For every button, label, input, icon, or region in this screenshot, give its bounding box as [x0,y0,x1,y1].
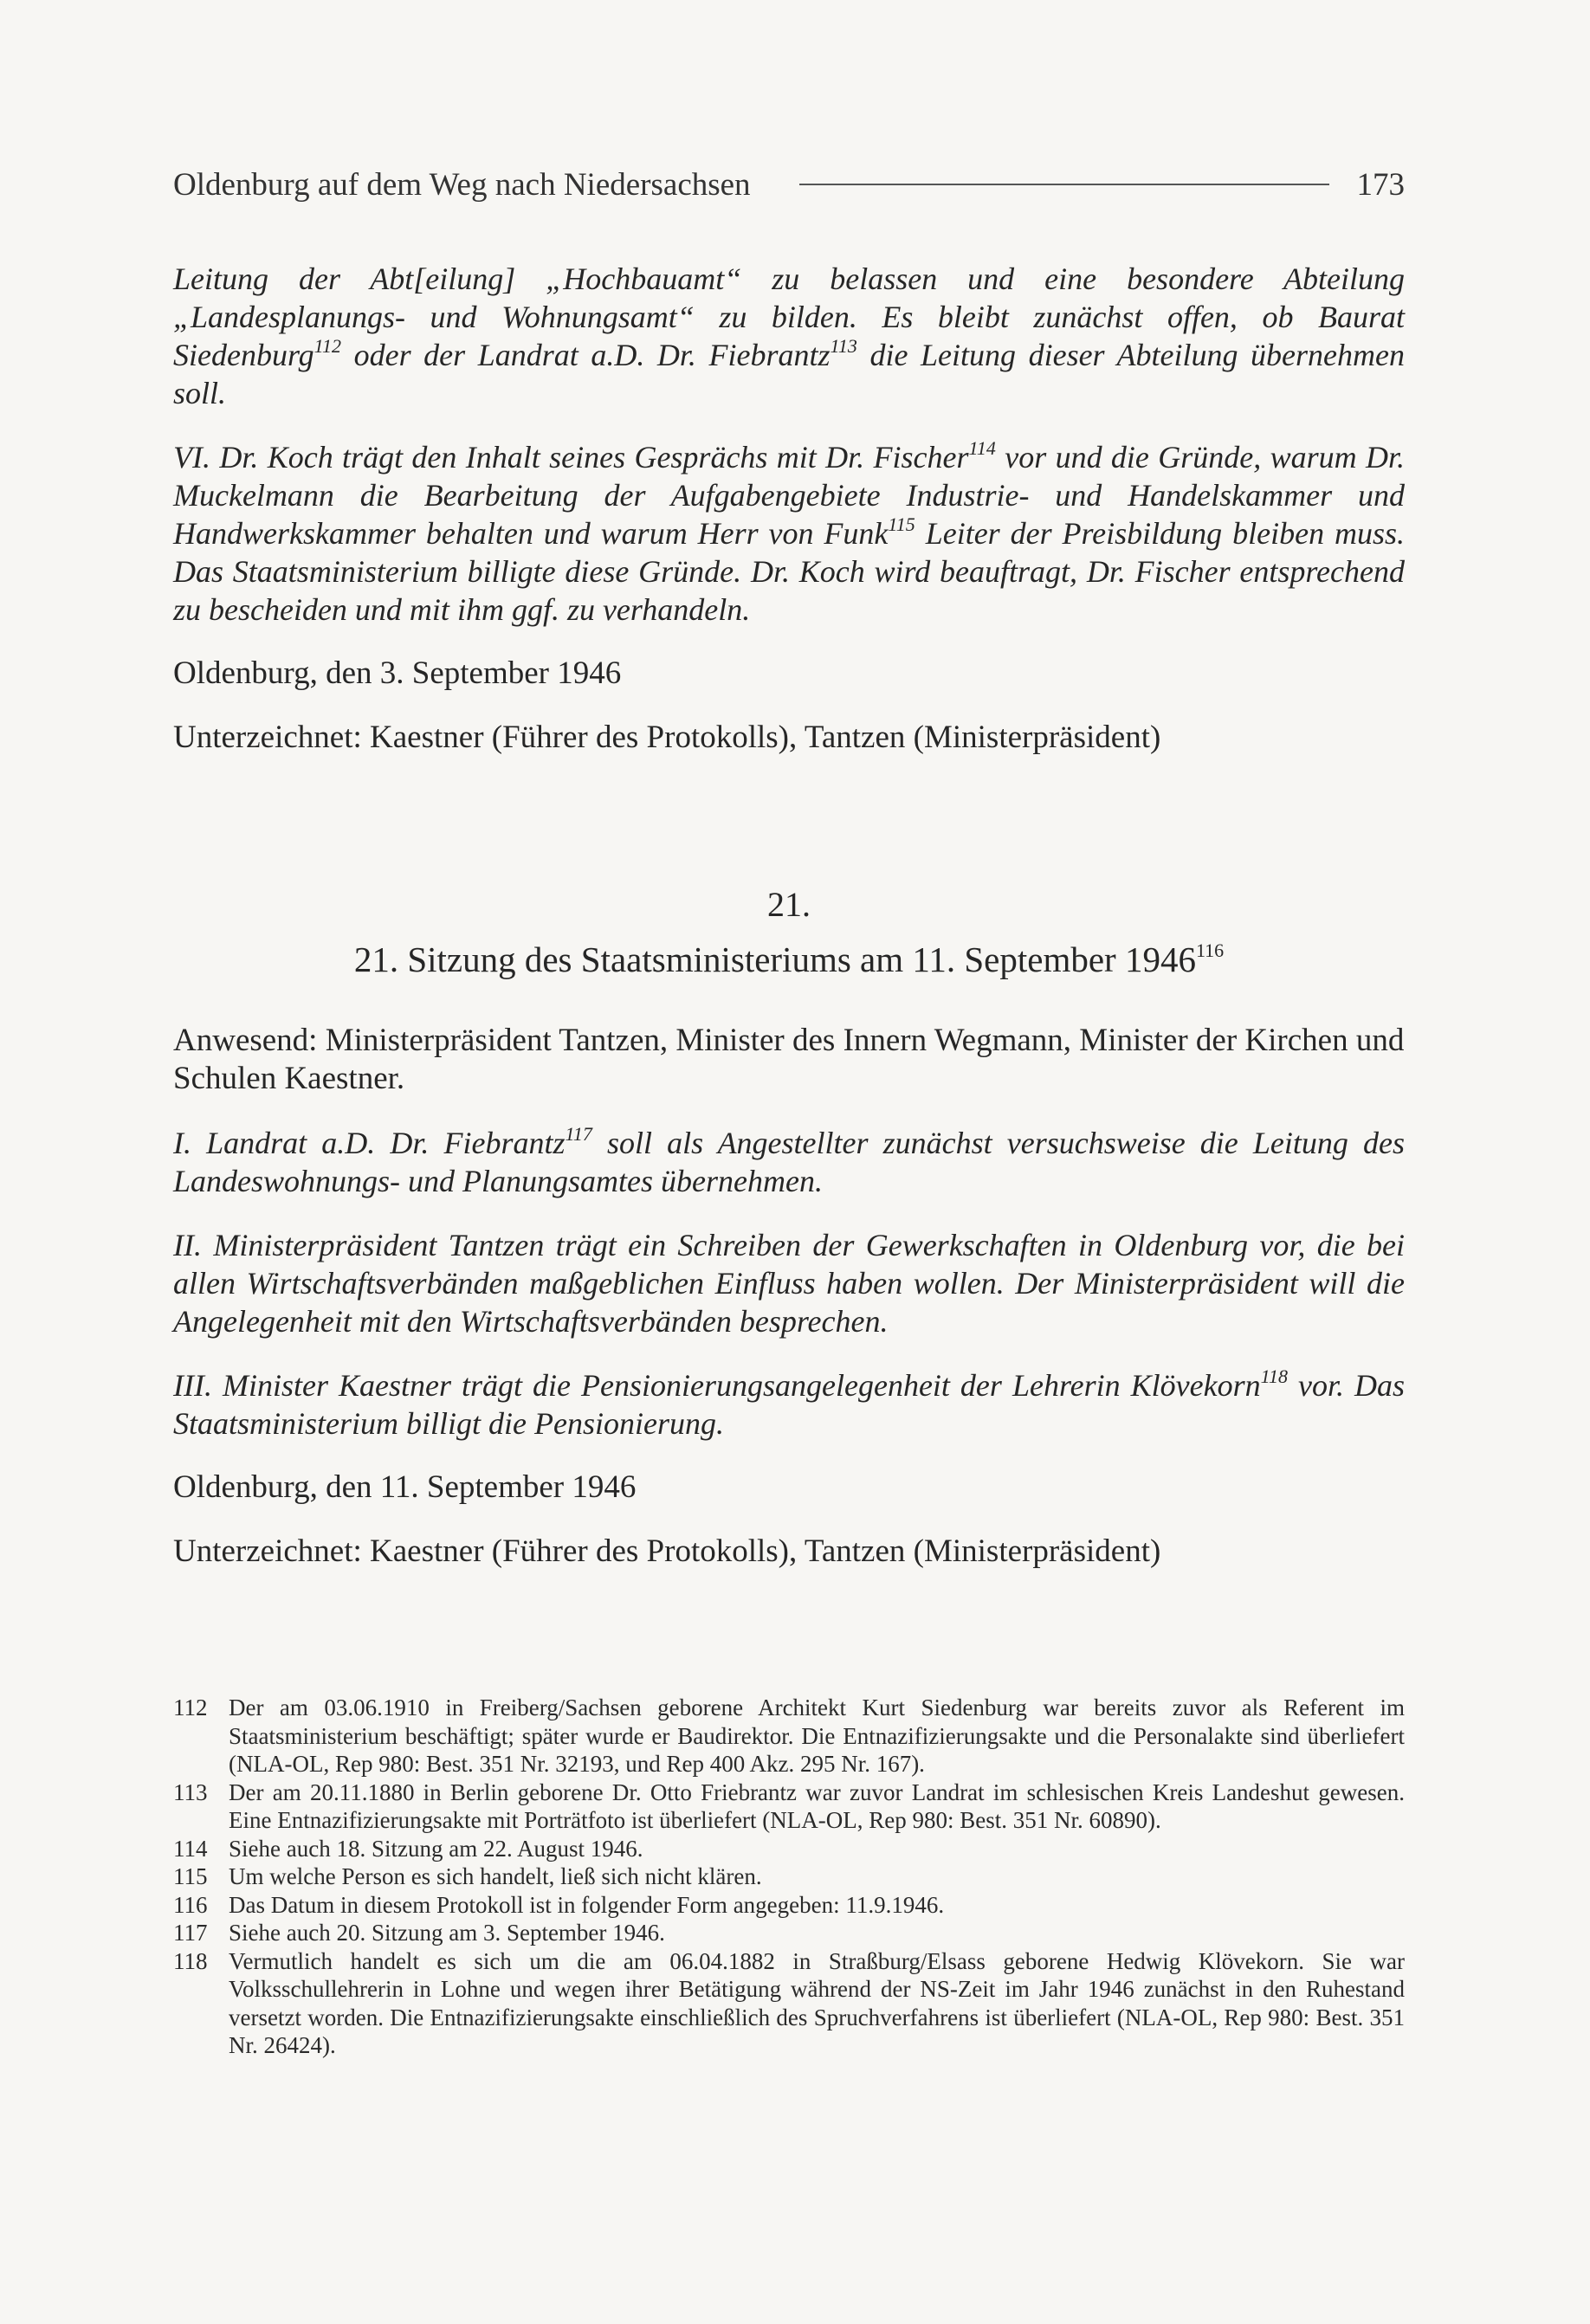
footnote-number: 113 [173,1779,208,1805]
continuation-paragraph [173,260,1405,412]
footnote [173,1947,1405,2060]
footnote-ref: 114 [968,437,996,459]
running-head [173,163,1405,206]
footnote-number: 112 [173,1695,208,1720]
text-run: III. Minister Kaestner trägt die Pensionierungsangelegenheit der Lehrerin Klövekorn [173,1368,1261,1403]
item-ii-paragraph: II. Ministerpräsident Tantzen trägt ein Schreiben der Gewerkschaften in Oldenburg vor, die bei allen Wirtschaftsverbänden maßgeblichen Einfluss haben wollen. Der Ministerpräsident will die Angelegenheit mit den Wirtschaftsverbänden besprechen. [173,1228,1405,1339]
text-run: vor. Das Staatsministerium billigt die Pensionierung. [173,1368,1405,1441]
section-spacer [173,757,1405,883]
footnotes [173,1694,1405,2060]
attendance: Anwesend: Ministerpräsident Tantzen, Minister des Innern Wegmann, Minister der Kirchen und Schulen Kaestner. [173,1023,1405,1096]
footnote-number: 116 [173,1891,208,1918]
signature-line: Unterzeichnet: Kaestner (Führer des Protokolls), Tantzen (Ministerpräsident) [173,1533,1161,1569]
footnote-text: Der am 03.06.1910 in Freiberg/Sachsen geborene Architekt Kurt Siedenburg war bereits zuvor als Referent im Staatsministerium beschäftigt; später wurde er Baudirektor. Die Entnazifizierungsakte und die Personalakte sind überliefert (NLA-OL, Rep 980: Best. 351 Nr. 32193, und Rep 400 Akz. 295 Nr. 167). [229,1695,1405,1777]
footnote-number: 115 [173,1863,208,1889]
text-run: Leiter der Preisbildung bleiben muss. Das Staatsministerium billigte diese Gründe. Dr. Koch wird beauftragt, Dr. Fischer entsprechend zu bescheiden und mit ihm ggf. zu verhandeln. [173,516,1406,627]
footnote-text: Um welche Person es sich handelt, ließ sich nicht klären. [229,1863,762,1889]
place-date: Oldenburg, den 3. September 1946 [173,655,622,691]
body-text [173,260,1405,1571]
footnote-text: Der am 20.11.1880 in Berlin geborene Dr. Otto Friebrantz war zuvor Landrat im schlesischen Kreis Landeshut gewesen. Eine Entnazifizierungsakte mit Porträtfoto ist überliefert (NLA-OL, Rep 980: Best. 351 Nr. 60890). [229,1779,1405,1833]
section-title [173,937,1405,982]
text-run: soll als Angestellter zunächst versuchsweise die Leitung des Landeswohnungs- und Planungsamtes übernehmen. [173,1126,1406,1198]
signature-line: Unterzeichnet: Kaestner (Führer des Protokolls), Tantzen (Ministerpräsident) [173,720,1161,755]
text-run: vor und die Gründe, warum Dr. Muckelmann die Bearbeitung der Aufgabengebiete Industrie- und Handelskammer und Handwerkskammer behalten und warum Herr von Funk [173,440,1406,551]
section-title-text: 21. Sitzung des Staatsministeriums am 11. September 1946 [353,939,1196,979]
footnote-ref: 116 [1195,939,1225,962]
item-iii-paragraph [173,1366,1405,1443]
item-vi-paragraph [173,438,1405,629]
running-head-title: Oldenburg auf dem Weg nach Niedersachsen [173,166,751,203]
text-run: I. Landrat a.D. Dr. Fiebrantz [173,1126,566,1160]
footnote [173,1919,1405,1947]
footnote-ref: 117 [565,1123,592,1145]
page-number: 173 [1356,166,1405,203]
place-date: Oldenburg, den 11. September 1946 [173,1469,637,1505]
footnote-ref: 118 [1260,1365,1288,1387]
footnote-ref: 113 [830,335,857,357]
footnote-text: Siehe auch 20. Sitzung am 3. September 1946. [229,1920,665,1946]
item-i-paragraph [173,1124,1405,1200]
footnote-text: Vermutlich handelt es sich um die am 06.04.1882 in Straßburg/Elsass geborene Hedwig Klövekorn. Sie war Volksschullehrerin in Lohne und wegen ihrer Betätigung während der NS-Zeit im Jahr 1946 zunächst in den Ruhestand versetzt worden. Die Entnazifizierungsakte einschließlich des Spruchverfahrens ist überliefert (NLA-OL, Rep 980: Best. 351 Nr. 26424). [229,1947,1405,2058]
footnote-number: 117 [173,1920,208,1946]
text-run: oder der Landrat a.D. Dr. Fiebrantz [341,338,831,372]
section-number: 21. [767,885,811,924]
footnote-text: Siehe auch 18. Sitzung am 22. August 1946. [229,1835,643,1862]
footnote-ref: 112 [313,335,342,357]
text-run: VI. Dr. Koch trägt den Inhalt seines Gesprächs mit Dr. Fischer [173,440,969,474]
footnote [173,1694,1405,1779]
footnote [173,1779,1405,1835]
footnote [173,1891,1405,1920]
footnote-text: Das Datum in diesem Protokoll ist in folgender Form angegeben: 11.9.1946. [229,1891,945,1918]
running-head-rule [799,184,1329,185]
footnote [173,1862,1405,1891]
text-run: Leitung der Abt[eilung] „Hochbauamt“ zu belassen und eine besondere Abteilung „Landesplanungs- und Wohnungsamt“ zu bilden. Es bleibt zunächst offen, ob Baurat Siedenburg [173,261,1405,372]
footnote-number: 118 [173,1947,208,1974]
text-run: die Leitung dieser Abteilung übernehmen soll. [173,338,1405,410]
footnote [173,1835,1405,1863]
footnote-number: 114 [173,1835,208,1862]
footnote-ref: 115 [888,513,915,535]
